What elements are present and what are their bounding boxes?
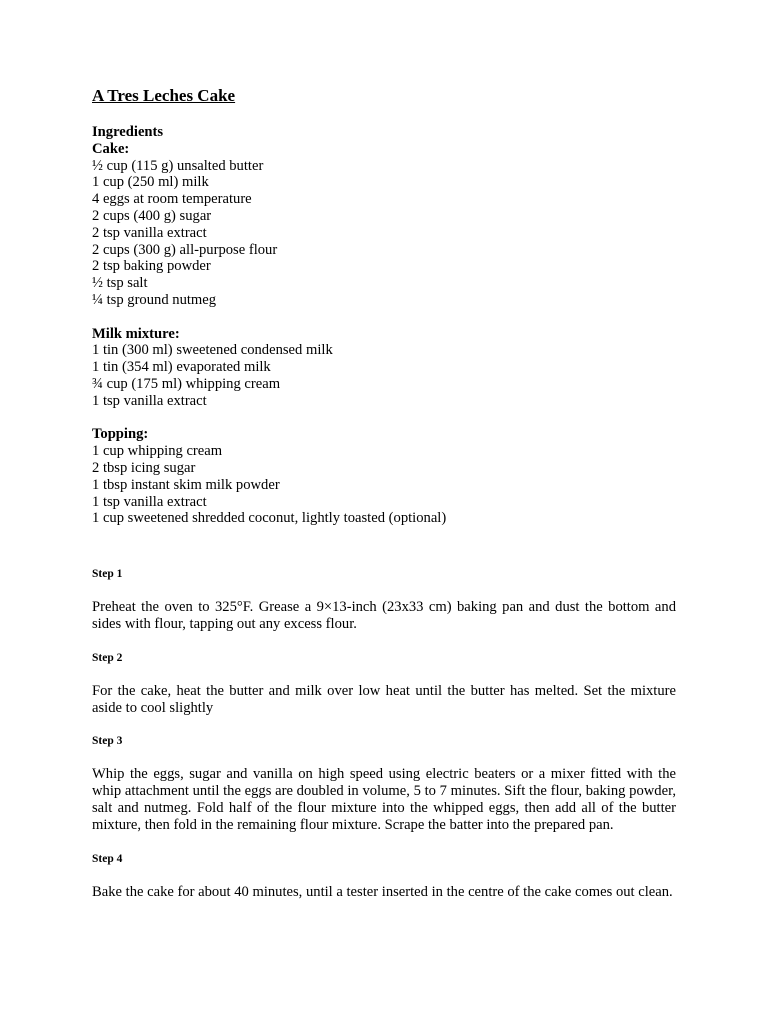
- ingredient-item: ½ cup (115 g) unsalted butter: [92, 157, 264, 174]
- step-label: Step 4: [92, 852, 123, 865]
- ingredient-item: 2 tbsp icing sugar: [92, 459, 196, 476]
- step-text: For the cake, heat the butter and milk over low heat until the butter has melted. Set the mixture aside to cool slightly: [92, 682, 676, 716]
- milk-mixture-heading: Milk mixture:: [92, 325, 180, 342]
- ingredient-item: 1 tsp vanilla extract: [92, 392, 207, 409]
- ingredient-item: 2 tsp baking powder: [92, 258, 211, 275]
- method-steps: [92, 567, 676, 900]
- ingredient-item: 2 cups (400 g) sugar: [92, 207, 212, 224]
- step-label: Step 3: [92, 735, 123, 748]
- step-text: Whip the eggs, sugar and vanilla on high speed using electric beaters or a mixer fitted with the whip attachment until the eggs are doubled in volume, 5 to 7 minutes. Sift the flour, baking powder, salt and nutmeg. Fold half of the flour mixture into the whipped eggs, then add all of the butter mixture, then fold in the remaining flour mixture. Scrape the batter into the prepared pan.: [92, 766, 676, 833]
- ingredient-item: 1 tin (300 ml) sweetened condensed milk: [92, 342, 333, 359]
- milk-mixture-ingredients: [92, 326, 676, 410]
- ingredients-heading: Ingredients: [92, 124, 164, 140]
- document-page: [92, 86, 676, 918]
- ingredient-item: 2 tsp vanilla extract: [92, 224, 207, 241]
- step-text: Preheat the oven to 325°F. Grease a 9×13-inch (23x33 cm) baking pan and dust the bottom and sides with flour, tapping out any excess flour.: [92, 599, 676, 632]
- topping-heading: Topping:: [92, 426, 149, 443]
- step-text: Bake the cake for about 40 minutes, until a tester inserted in the centre of the cake comes out clean.: [92, 883, 673, 900]
- recipe-title: A Tres Leches Cake: [92, 86, 236, 105]
- ingredient-item: ¾ cup (175 ml) whipping cream: [92, 375, 281, 392]
- topping-ingredients: [92, 426, 676, 527]
- ingredient-item: 2 cups (300 g) all-purpose flour: [92, 241, 278, 258]
- ingredient-item: 4 eggs at room temperature: [92, 191, 252, 208]
- cake-heading: Cake:: [92, 140, 130, 157]
- step-label: Step 1: [92, 568, 123, 581]
- ingredient-item: 1 cup (250 ml) milk: [92, 174, 209, 191]
- ingredient-item: ¼ tsp ground nutmeg: [92, 291, 217, 308]
- ingredient-item: 1 tbsp instant skim milk powder: [92, 476, 280, 493]
- ingredient-item: 1 cup whipping cream: [92, 443, 223, 460]
- step-label: Step 2: [92, 651, 123, 664]
- ingredient-item: 1 tsp vanilla extract: [92, 493, 207, 510]
- cake-ingredients: [92, 124, 676, 309]
- ingredient-item: 1 cup sweetened shredded coconut, lightly toasted (optional): [92, 510, 447, 527]
- ingredient-item: ½ tsp salt: [92, 275, 148, 292]
- ingredient-item: 1 tin (354 ml) evaporated milk: [92, 359, 271, 376]
